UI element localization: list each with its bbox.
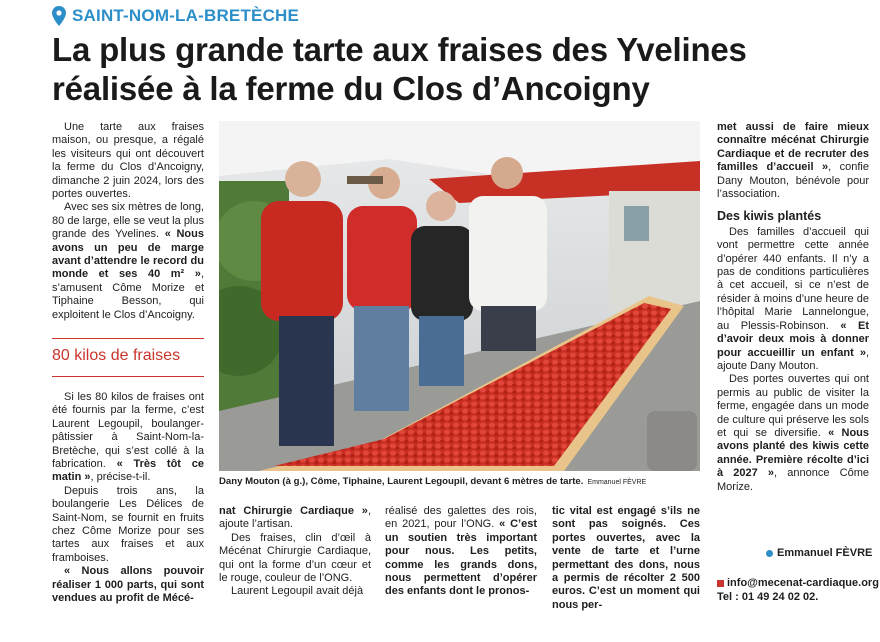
article-column-5 <box>717 121 869 494</box>
contact-info <box>717 576 879 604</box>
headline <box>52 30 867 108</box>
photo-illustration <box>219 121 700 471</box>
paragraph: « Nous allons pouvoir réaliser 1 000 parts, qui sont vendues au profit de Mécé- <box>52 565 204 605</box>
article-column-4 <box>552 505 700 612</box>
paragraph: Depuis trois ans, la boulangerie Les Délices de Saint-Nom, se fournit en fruits chez Côme Morize pour ses tartes aux fraises et aux framboises. <box>52 484 204 564</box>
paragraph: met aussi de faire mieux connaître mécénat Chirurgie Cardiaque et de recruter des familles d’accueil », confie Dany Mouton, bénévole pour l’association. <box>717 121 869 201</box>
byline-author: Emmanuel FÈVRE <box>777 547 873 559</box>
headline-line-1: La plus grande tarte aux fraises des Yvelines <box>52 31 747 68</box>
paragraph: Des portes ouvertes qui ont permis au public de visiter la ferme, engagée dans un mode de culture qui préserve les sols et qui se diversifie. « Nous avons planté des kiwis cette année. Première récolte d’ici à 2027 », annonce Côme Morize. <box>717 373 869 493</box>
article-column-1 <box>52 121 204 322</box>
bullet-dot-icon <box>766 550 773 557</box>
paragraph: Avec ses six mètres de long, 80 de large, elle se veut la plus grande des Yvelines. « Nous avons un peu de marge avant d’attendre le record du monde et ses 40 m² », s’amusent Côme Morize et Tiphaine Besson, qui exploitent le Clos d’Ancoigny. <box>52 201 204 321</box>
divider <box>52 376 204 377</box>
photo-caption <box>219 476 700 489</box>
paragraph: nat Chirurgie Cardiaque », ajoute l’artisan. <box>219 505 371 531</box>
email-square-icon <box>717 580 724 587</box>
paragraph: Une tarte aux fraises maison, ou presque, a régalé les visiteurs qui ont découvert la ferme du Clos d’Ancoigny, dimanche 2 juin 2024, lors des portes ouvertes. <box>52 121 204 201</box>
byline <box>766 547 872 559</box>
article-column-1b <box>52 391 204 606</box>
paragraph: Laurent Legoupil avait déjà <box>231 585 364 598</box>
article-column-2 <box>219 505 371 599</box>
caption-text: Dany Mouton (à g.), Côme, Tiphaine, Laurent Legoupil, devant 6 mètres de tarte. <box>219 476 584 487</box>
paragraph: Des familles d’accueil qui vont permettre cette année d’opérer 440 enfants. Il n’y a pas de conditions particulières à cet accueil, si ce n’est de résider à moins d’une heure de l’hôpital Marie Lannelongue, au Plessis-Robinson. « Et d’avoir deux mois à donner pour accueillir un enfant », ajoute Dany Mouton. <box>717 225 869 372</box>
paragraph: Des fraises, clin d’œil à Mécénat Chirurgie Cardiaque, qui ont la forme d’un cœur et le rouge, couleur de l’ONG. <box>219 531 371 585</box>
divider <box>52 338 204 339</box>
paragraph: Si les 80 kilos de fraises ont été fournis par la ferme, c’est Laurent Legoupil, boulanger-pâtissier à Saint-Nom-la-Bretèche, qui s’est collé à la fabrication. « Très tôt ce matin », précise-t-il. <box>52 391 204 484</box>
subheading: Des kiwis plantés <box>717 209 822 224</box>
paragraph: réalisé des galettes des rois, en 2021, pour l’ONG. « C’est un soutien très important pour nous. Les petits, comme les grands dons, nous permettent d’opérer des enfants dont le pronos- <box>385 505 537 598</box>
article-photo <box>219 121 700 471</box>
contact-phone: Tel : 01 49 24 02 02. <box>717 591 819 603</box>
article-column-3 <box>385 505 537 599</box>
kicker-text: SAINT-NOM-LA-BRETÈCHE <box>72 6 300 25</box>
location-pin-icon <box>52 6 66 26</box>
headline-line-2: réalisée à la ferme du Clos d’Ancoigny <box>52 70 650 107</box>
subheading: 80 kilos de fraises <box>52 347 181 364</box>
paragraph: tic vital est engagé s’ils ne sont pas soignés. Ces portes ouvertes, avec la vente de tarte et l’urne permettant des dons, nous a permis de récolter 2 500 euros. C’est un moment qui nous per- <box>552 505 700 611</box>
contact-email-line <box>717 576 879 590</box>
photo-credit: Emmanuel FÈVRE <box>587 479 647 486</box>
section-kicker <box>52 3 299 29</box>
contact-email[interactable]: info@mecenat-cardiaque.org <box>727 577 879 589</box>
